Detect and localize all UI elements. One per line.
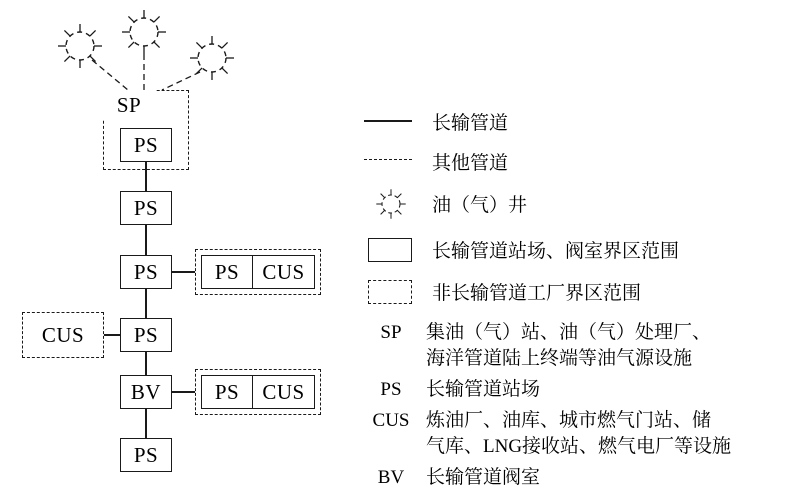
oil-gas-well-icon [362,186,426,220]
legend-label: 长输管道站场、阀室界区范围 [432,240,680,262]
node-label: BV [130,379,162,404]
abbr-key: BV [377,467,405,488]
node-ps-branch-1[interactable] [201,255,253,289]
node-cus-branch-1[interactable] [253,255,315,289]
legend-label: 长输管道 [432,112,509,134]
oil-gas-well-icon [58,24,102,68]
branch-line-ps3 [172,271,195,273]
node-ps-4[interactable] [120,318,172,352]
dashed-rect-icon [362,274,426,308]
abbr-item-sp [362,320,711,372]
node-ps-top[interactable] [120,128,172,162]
abbr-key: CUS [372,410,410,431]
branch-line-bv [172,391,195,393]
trunk-line-segment [145,409,147,438]
abbr-key: SP [380,322,402,343]
node-label: CUS [41,322,85,347]
node-label: PS [133,195,159,220]
oil-gas-well-icon [122,10,166,54]
well-connector-line [92,60,128,90]
legend-label: 非长输管道工厂界区范围 [432,282,642,304]
node-label: PS [133,132,159,157]
trunk-line-segment [145,162,147,191]
well-connector-line [162,72,200,90]
node-label: PS [133,259,159,284]
branch-line-cus-left [104,334,120,336]
abbr-value [426,320,711,372]
trunk-line-segment [145,289,147,318]
node-label: PS [214,379,240,404]
abbr-key: PS [380,379,402,400]
abbr-item-ps [362,377,540,403]
abbr-line: 海洋管道陆上终端等油气源设施 [426,348,693,369]
node-cus-branch-2[interactable] [253,375,315,409]
abbr-line: 气库、LNG接收站、燃气电厂等设施 [426,436,732,457]
trunk-line-segment [145,352,147,375]
node-ps-2[interactable] [120,191,172,225]
abbr-item-bv [362,465,540,491]
legend-item-other-pipeline [362,144,508,178]
node-ps-bottom[interactable] [120,438,172,472]
node-ps-branch-2[interactable] [201,375,253,409]
node-label: PS [133,322,159,347]
legend-item-plant-boundary [362,274,641,308]
node-cus-left[interactable] [28,318,98,352]
abbr-line: 长输管道阀室 [426,467,541,488]
abbr-value [426,408,731,460]
legend-label: 油（气）井 [432,194,528,216]
abbr-value [426,465,540,491]
node-label: SP [116,92,142,117]
node-label: CUS [262,259,305,284]
trunk-line-segment [145,225,147,255]
legend-panel [362,0,786,504]
legend-item-station-boundary [362,232,679,266]
solid-rect-icon [362,232,426,266]
node-label: PS [133,442,159,467]
abbr-value [426,377,540,403]
dashed-line-icon [362,144,426,178]
abbr-line: 炼油厂、油库、城市燃气门站、储 [426,410,712,431]
legend-label: 其他管道 [432,152,509,174]
node-sp[interactable] [103,90,155,120]
node-label: CUS [262,379,305,404]
solid-line-icon [362,104,426,138]
node-bv[interactable] [120,375,172,409]
abbr-item-cus [362,408,731,460]
node-ps-3[interactable] [120,255,172,289]
legend-item-trunk-pipeline [362,104,508,138]
legend-item-oil-gas-well [362,186,527,220]
node-label: PS [214,259,240,284]
pipeline-flow-diagram [0,0,360,504]
oil-gas-well-glyph [372,186,410,222]
abbr-line: 长输管道站场 [426,379,541,400]
abbr-line: 集油（气）站、油（气）处理厂、 [426,322,712,343]
